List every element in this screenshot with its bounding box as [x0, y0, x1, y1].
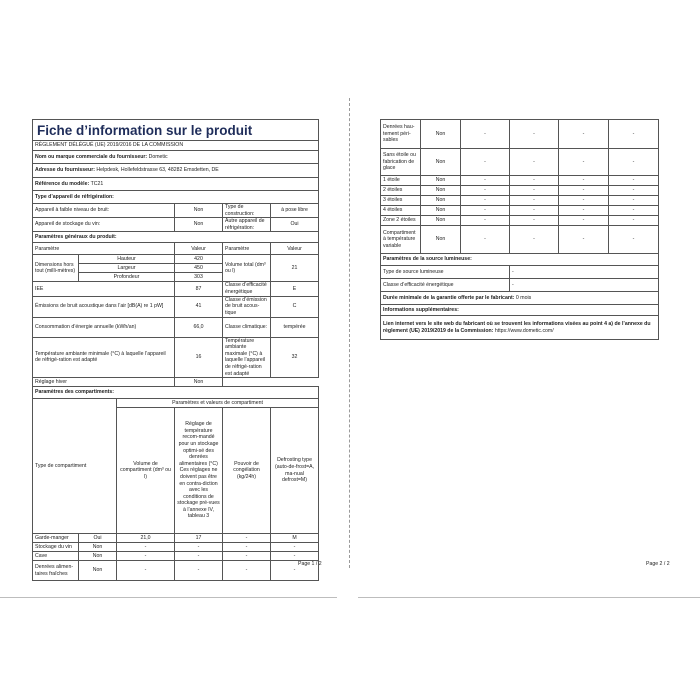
comp-name: Zone 2 étoiles	[381, 216, 421, 226]
comp-name: 4 étoiles	[381, 206, 421, 216]
comp-defrost: -	[609, 226, 659, 254]
table-row	[381, 176, 659, 186]
comp-name: 1 étoile	[381, 176, 421, 186]
comp-volume: -	[461, 196, 510, 206]
comp-freeze: -	[223, 543, 271, 552]
comp-setting: -	[175, 552, 223, 561]
comp-freeze: -	[559, 206, 609, 216]
comp-volume: -	[461, 186, 510, 196]
comp-volume: -	[461, 120, 510, 149]
comp-present: Non	[79, 561, 117, 581]
max-temp-value: 32	[271, 337, 319, 378]
min-temp-value: 16	[175, 337, 223, 378]
link-row: Lien internet vers le site web du fabricant où se trouvent les informations visées au point 4 a) de l’annexe du règlement (UE) 2019/2019 de la Commission: https://www.dometic.com/	[381, 316, 659, 340]
width-label: Largeur	[79, 264, 175, 273]
comp-present: Non	[421, 206, 461, 216]
col-value-header: Valeur	[271, 243, 319, 255]
col-value-header: Valeur	[175, 243, 223, 255]
volume-value: 21	[271, 255, 319, 282]
comp-present: Non	[421, 120, 461, 149]
comp-setting: -	[510, 186, 559, 196]
comp-volume: -	[461, 206, 510, 216]
comp-defrost-header: Defrosting type (auto-de-frost=A, ma-nual defrost=M)	[271, 408, 319, 534]
product-info-table	[32, 119, 319, 581]
comp-name: Compartiment à température variable	[381, 226, 421, 254]
comp-volume: -	[117, 561, 175, 581]
comp-freeze: -	[559, 216, 609, 226]
width-value: 450	[175, 264, 223, 273]
table-row	[381, 186, 659, 196]
depth-label: Profondeur	[79, 273, 175, 282]
height-label: Hauteur	[79, 255, 175, 264]
comp-present: Oui	[79, 534, 117, 543]
model-row: Référence du modèle: TC21	[33, 178, 319, 191]
comp-setting: -	[175, 543, 223, 552]
climate-label: Classe climatique:	[223, 317, 271, 337]
comp-name: 2 étoiles	[381, 186, 421, 196]
comp-defrost: -	[609, 196, 659, 206]
col-param-header: Paramètre	[223, 243, 271, 255]
light-heading: Paramètres de la source lumineuse:	[381, 254, 659, 266]
page-bottom-rule	[358, 597, 700, 598]
light-type-label: Type de source lumineuse	[381, 266, 510, 279]
comp-defrost: M	[271, 534, 319, 543]
comp-present: Non	[421, 196, 461, 206]
comp-setting: -	[510, 206, 559, 216]
comp-present: Non	[79, 552, 117, 561]
depth-value: 303	[175, 273, 223, 282]
comp-name: Denrées hau-tement péri-sables	[381, 120, 421, 149]
comp-freeze: -	[223, 552, 271, 561]
comp-present: Non	[421, 186, 461, 196]
comp-setting: 17	[175, 534, 223, 543]
comp-setting-header: Réglage de température recom-mandé pour un stockage optimi-sé des denrées alimentaires (°C) Ces réglages ne doivent pas être en contra-diction avec les conditions de stockage pré-vues à l’annexe IV, tableau 3	[175, 408, 223, 534]
comp-defrost: -	[609, 120, 659, 149]
comp-defrost: -	[609, 149, 659, 176]
comp-volume: -	[461, 216, 510, 226]
page-number: Page 2 / 2	[646, 561, 670, 567]
page-title: Fiche d’information sur le produit	[33, 120, 319, 141]
page-separator	[349, 98, 350, 568]
page-2	[372, 95, 672, 567]
efficiency-class-label: Classe d’efficacité énergétique	[223, 282, 271, 296]
comp-volume: -	[461, 226, 510, 254]
table-row	[33, 543, 319, 552]
comp-setting: -	[510, 149, 559, 176]
wine-label: Appareil de stockage du vin:	[33, 218, 175, 232]
comp-name: Stockage du vin	[33, 543, 79, 552]
winter-label: Réglage hiver	[33, 378, 175, 387]
comp-freeze: -	[223, 534, 271, 543]
comp-volume: -	[117, 552, 175, 561]
additional-info-heading: Informations supplémentaires:	[381, 305, 659, 316]
iee-value: 87	[175, 282, 223, 296]
table-row	[33, 552, 319, 561]
supplier-name-value: Dometic	[148, 153, 168, 160]
iee-label: IEE	[33, 282, 175, 296]
empty-cell	[223, 378, 319, 387]
warranty-row: Durée minimale de la garantie offerte par le fabricant: 0 mois	[381, 292, 659, 305]
low-noise-label: Appareil à faible niveau de bruit:	[33, 204, 175, 218]
comp-present: Non	[421, 216, 461, 226]
noise-class-value: C	[271, 296, 319, 317]
comp-setting: -	[510, 120, 559, 149]
regulation-subtitle: RÈGLEMENT DÉLÉGUÉ (UE) 2019/2016 DE LA COMMISSION	[33, 141, 319, 151]
comp-name: Cave	[33, 552, 79, 561]
min-temp-label: Température ambiante minimale (°C) à laquelle l’appareil de réfrigé-ration est adapté	[33, 337, 175, 378]
comp-defrost: -	[609, 216, 659, 226]
comp-setting: -	[175, 561, 223, 581]
comp-setting: -	[510, 216, 559, 226]
comp-defrost: -	[271, 561, 319, 581]
supplier-name-row: Nom ou marque commerciale du fournisseur: Dometic	[33, 151, 319, 164]
page-bottom-rule	[0, 597, 337, 598]
page-number: Page 1 / 2	[298, 561, 322, 567]
comp-freeze: -	[559, 196, 609, 206]
construction-value: à pose libre	[271, 204, 319, 218]
other-appliance-value: Oui	[271, 218, 319, 232]
comp-name: Garde-manger	[33, 534, 79, 543]
comp-defrost: -	[609, 206, 659, 216]
light-class-label: Classe d’efficacité énergétique	[381, 279, 510, 292]
light-type-value: -	[510, 266, 659, 279]
comp-freeze-header: Pouvoir de congélation (kg/24h)	[223, 408, 271, 534]
general-params-heading: Paramètres généraux du produit:	[33, 232, 319, 243]
noise-class-label: Classe d’émission de bruit acous-tique	[223, 296, 271, 317]
energy-value: 66,0	[175, 317, 223, 337]
comp-freeze: -	[559, 149, 609, 176]
comp-params-header: Paramètres et valeurs de compartiment	[117, 399, 319, 408]
winter-value: Non	[175, 378, 223, 387]
volume-label: Volume total (dm³ ou l)	[223, 255, 271, 282]
comp-freeze: -	[559, 186, 609, 196]
comp-volume-header: Volume de compartiment (dm³ ou l)	[117, 408, 175, 534]
climate-value: tempérée	[271, 317, 319, 337]
table-row	[381, 226, 659, 254]
wine-value: Non	[175, 218, 223, 232]
comp-setting: -	[510, 196, 559, 206]
noise-label: Émissions de bruit acoustique dans l’air [dB(A) re 1 pW]	[33, 296, 175, 317]
table-row	[381, 149, 659, 176]
comp-setting: -	[510, 226, 559, 254]
comp-present: Non	[421, 149, 461, 176]
comp-volume: -	[461, 149, 510, 176]
comp-name: Denrées alimen-taires fraîches	[33, 561, 79, 581]
comp-defrost: -	[271, 552, 319, 561]
height-value: 420	[175, 255, 223, 264]
max-temp-label: Température ambiante maximale (°C) à laquelle l’appareil de réfrigé-ration est adapté	[223, 337, 271, 378]
manufacturer-link[interactable]: https://www.dometic.com/	[494, 327, 554, 334]
comp-defrost: -	[271, 543, 319, 552]
construction-label: Type de construction:	[223, 204, 271, 218]
energy-label: Consommation d’énergie annuelle (kWh/an)	[33, 317, 175, 337]
appliance-type-heading: Type d’appareil de réfrigération:	[33, 191, 319, 204]
efficiency-class-value: E	[271, 282, 319, 296]
comp-present: Non	[421, 226, 461, 254]
comp-defrost: -	[609, 186, 659, 196]
comp-freeze: -	[559, 120, 609, 149]
table-row	[381, 196, 659, 206]
page-1	[28, 95, 328, 577]
dimensions-label: Dimensions hors tout (milli-mètres)	[33, 255, 79, 282]
comp-volume: -	[461, 176, 510, 186]
comp-freeze: -	[559, 176, 609, 186]
model-value: TC21	[90, 180, 104, 187]
comp-volume: 21,0	[117, 534, 175, 543]
table-row	[33, 534, 319, 543]
compartments-table-continued	[380, 119, 659, 340]
comp-present: Non	[79, 543, 117, 552]
table-row	[381, 206, 659, 216]
comp-volume: -	[117, 543, 175, 552]
noise-value: 41	[175, 296, 223, 317]
comp-setting: -	[510, 176, 559, 186]
supplier-address-value: Helpdesk, Hollefeldstrasse 63, 48282 Emsdetten, DE	[96, 167, 219, 174]
compartments-heading: Paramètres des compartiments:	[33, 387, 319, 399]
light-class-value: -	[510, 279, 659, 292]
table-row	[381, 120, 659, 149]
supplier-address-row: Adresse du fournisseur: Helpdesk, Hollefeldstrasse 63, 48282 Emsdetten, DE	[33, 164, 319, 178]
low-noise-value: Non	[175, 204, 223, 218]
warranty-value: 0 mois	[515, 294, 532, 301]
comp-freeze: -	[559, 226, 609, 254]
comp-freeze: -	[223, 561, 271, 581]
comp-name: Sans étoile ou fabrication de glace	[381, 149, 421, 176]
comp-defrost: -	[609, 176, 659, 186]
comp-name: 3 étoiles	[381, 196, 421, 206]
comp-present: Non	[421, 176, 461, 186]
col-param-header: Paramètre	[33, 243, 175, 255]
comp-type-label: Type de compartiment	[33, 399, 117, 534]
table-row	[381, 216, 659, 226]
other-appliance-label: Autre appareil de réfrigération:	[223, 218, 271, 232]
table-row	[33, 561, 319, 581]
